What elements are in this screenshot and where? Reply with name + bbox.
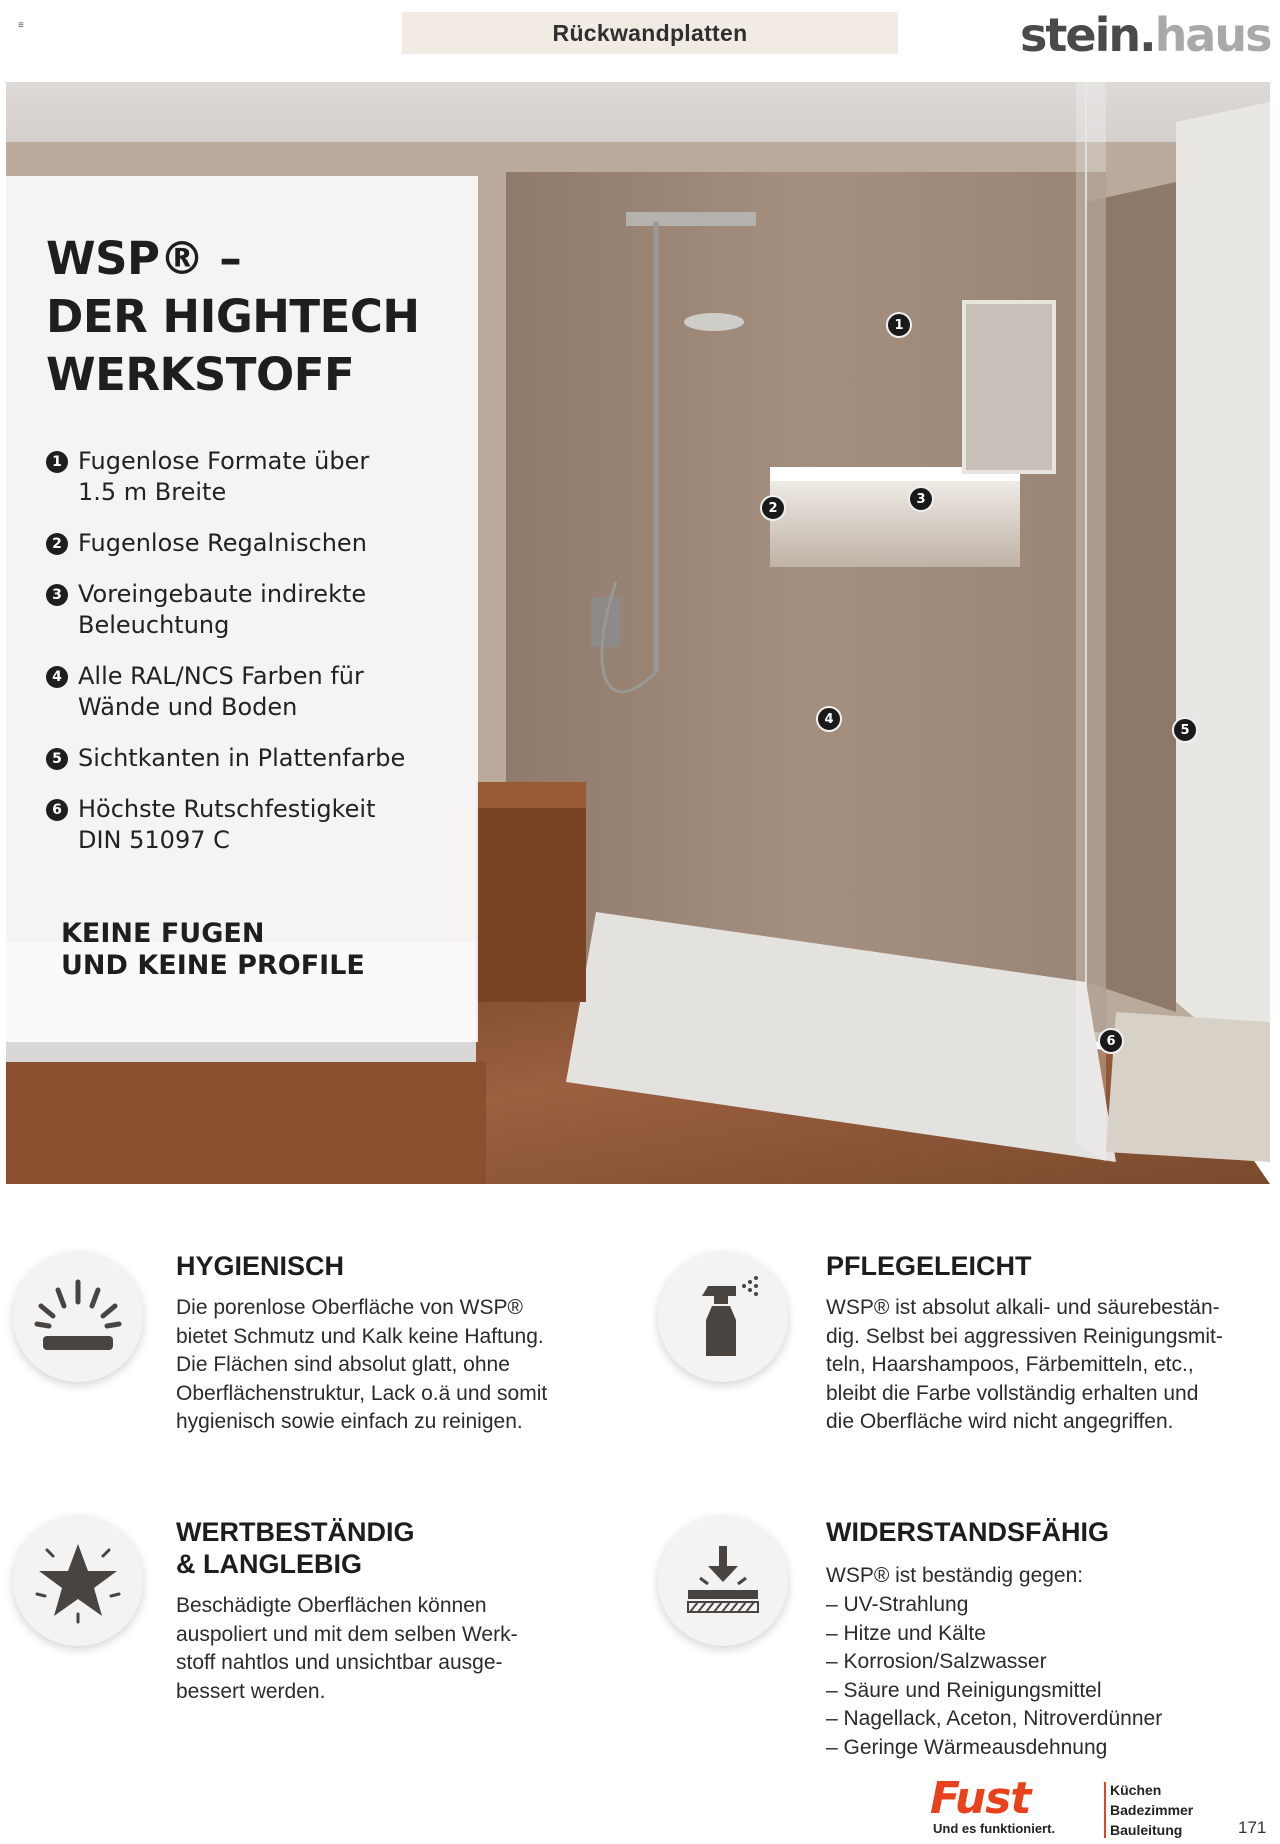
- list-item: – Säure und Reinigungsmittel: [826, 1678, 1102, 1702]
- feature-text: Alle RAL/NCS Farben für Wände und Boden: [78, 662, 364, 721]
- feature-item: [46, 661, 466, 723]
- category-label: Küchen: [1110, 1782, 1162, 1798]
- wertbestaendig-text: Beschädigte Oberflächen können auspoliert und mit dem selben Werk- stoff nahtlos und unsichtbar ausge- bessert werden.: [176, 1594, 518, 1703]
- care-icon-badge: [658, 1252, 788, 1382]
- feature-item: [46, 446, 466, 508]
- feature-number: 3: [46, 584, 68, 606]
- hotspot-marker-5[interactable]: 5: [1172, 717, 1198, 743]
- hotspot-marker-2[interactable]: 2: [760, 495, 786, 521]
- list-item: – Korrosion/Salzwasser: [826, 1650, 1047, 1673]
- menu-icon[interactable]: ≡: [18, 20, 24, 31]
- hygienisch-text: Die porenlose Oberfläche von WSP® bietet Schmutz und Kalk keine Haftung. Die Flächen sind absolut glatt, ohne Oberflächenstruktur, Lack o.ä und somit hygienisch sowie einfach zu reinigen.: [176, 1296, 548, 1433]
- resistance-list: [826, 1591, 1162, 1762]
- section-title: Rückwandplatten: [552, 19, 748, 46]
- section-header: [402, 12, 898, 54]
- feature-text: Fugenlose Formate über 1.5 m Breite: [78, 447, 370, 506]
- wertbestaendig-title: WERTBESTÄNDIG & LANGLEBIG: [176, 1517, 415, 1579]
- fust-logo: Fust: [930, 1773, 1031, 1824]
- hotspot-marker-6[interactable]: 6: [1098, 1028, 1124, 1054]
- hotspot-marker-1[interactable]: 1: [886, 312, 912, 338]
- fust-slogan: Und es funktioniert.: [933, 1821, 1056, 1836]
- list-item: – UV-Strahlung: [826, 1593, 969, 1616]
- durable-icon-badge: [13, 1516, 143, 1646]
- feature-list: [46, 446, 466, 876]
- pflegeleicht-title: PFLEGELEICHT: [826, 1251, 1032, 1281]
- feature-text: Höchste Rutschfestigkeit DIN 51097 C: [78, 795, 376, 854]
- divider: [1104, 1782, 1106, 1838]
- resistant-icon-badge: [658, 1516, 788, 1646]
- category-label: Bauleitung: [1110, 1822, 1183, 1838]
- feature-number: 6: [46, 799, 68, 821]
- hygiene-icon-badge: [13, 1252, 143, 1382]
- feature-item: [46, 794, 466, 856]
- feature-number: 2: [46, 533, 68, 555]
- feature-number: 4: [46, 666, 68, 688]
- feature-item: [46, 528, 466, 559]
- category-label: Badezimmer: [1110, 1802, 1194, 1818]
- feature-text: Sichtkanten in Plattenfarbe: [78, 744, 406, 772]
- page-number: 171: [1238, 1818, 1267, 1837]
- impact-resistant-icon: [678, 1536, 768, 1626]
- sparkle-surface-icon: [33, 1272, 123, 1362]
- feature-text: Fugenlose Regalnischen: [78, 529, 367, 557]
- list-item: – Nagellack, Aceton, Nitroverdünner: [826, 1707, 1163, 1730]
- fust-categories: [1110, 1780, 1193, 1840]
- feature-text: Voreingebaute indirekte Beleuchtung: [78, 580, 367, 639]
- list-item: – Hitze und Kälte: [826, 1621, 986, 1645]
- feature-item: [46, 579, 466, 641]
- hotspot-marker-3[interactable]: 3: [908, 486, 934, 512]
- hero-title: WSP® – DER HIGHTECH WERKSTOFF: [46, 232, 420, 401]
- hotspot-marker-4[interactable]: 4: [816, 706, 842, 732]
- star-icon: [33, 1536, 123, 1626]
- list-item: – Geringe Wärmeausdehnung: [826, 1735, 1108, 1759]
- widerstandsfaehig-title: WIDERSTANDSFÄHIG: [826, 1517, 1109, 1547]
- feature-number: 5: [46, 748, 68, 770]
- hero-slogan: KEINE FUGEN UND KEINE PROFILE: [61, 918, 365, 981]
- feature-number: 1: [46, 451, 68, 473]
- brand-logo: stein.haus: [1020, 8, 1271, 62]
- feature-item: [46, 743, 466, 774]
- widerstandsfaehig-intro: WSP® ist beständig gegen:: [826, 1564, 1084, 1587]
- spray-bottle-icon: [678, 1272, 768, 1362]
- hygienisch-title: HYGIENISCH: [176, 1251, 345, 1281]
- hero-text-panel: [6, 176, 478, 1042]
- pflegeleicht-text: WSP® ist absolut alkali- und säurebestän- dig. Selbst bei aggressiven Reinigungsmit- teln, Haarshampoos, Färbemitteln, etc., bleibt die Farbe vollständig erhalten und die Oberfläche wird nicht angegriffen.: [826, 1296, 1223, 1433]
